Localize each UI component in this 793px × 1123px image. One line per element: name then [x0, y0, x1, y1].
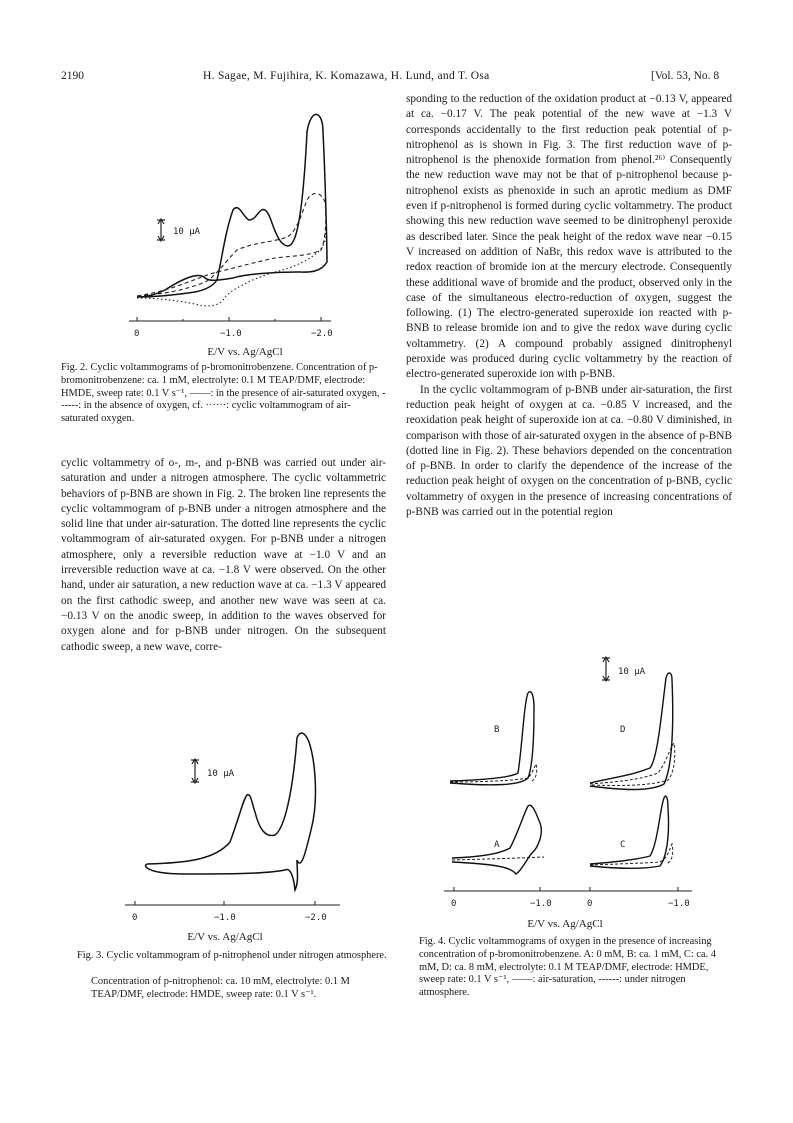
figure-2-curve-dashed [137, 193, 326, 296]
figure-3-tick-0: 0 [132, 913, 138, 923]
page-number: 2190 [61, 70, 84, 82]
figure-4-panel-b-solid [450, 692, 534, 785]
right-paragraph-2: In the cyclic voltammogram of p-BNB under air-saturation, the first reduction peak height of oxygen at ca. −0.85 V increased, and the reoxidation peak height of superoxide ion at ca. −0.80 V diminished, in comparison with those of air-saturated oxygen in the absence of p-BNB (dotted line in Fig. 2). These behaviors depended on the concentration of p-BNB. In order to clarify the dependence of the increase of the reduction peak height of oxygen on the concentration of p-BNB, cyclic voltammetry of oxygen in the presence of increasing concentrations of p-BNB was carried out in the potential region [406, 383, 732, 519]
figure-3-plot [125, 730, 365, 930]
figure-2-x-axis [129, 317, 331, 321]
volume-info: [Vol. 53, No. 8 [651, 70, 720, 82]
figure-4-x-axis [444, 887, 692, 891]
figure-3-scale-bar [191, 759, 199, 783]
figure-2-curve-solid [137, 114, 327, 297]
figure-4-scale-label: 10 μA [618, 667, 646, 677]
figure-2-scale-label: 10 μA [173, 227, 201, 237]
figure-4-tick-2: 0 [587, 899, 593, 909]
figure-4-panel-a-label: A [494, 840, 500, 850]
right-paragraph-1: sponding to the reduction of the oxidation product at −0.13 V, appeared at ca. −0.17 V. The peak potential of the new wave at −1.3 V corresponds accidentally to the first reduction peak potential of p-nitrophenol as is shown in Fig. 3. The first reduction wave of p-nitrophenol is the phenoxide formation from phenol.²⁶⁾ Consequently the new reduction wave may not be that of p-nitrophenol because p-nitrophenol exists as phenoxide in such an aprotic medium as DMF even if p-nitrophenol is formed during cyclic voltammetry. The product showing this new reduction wave seemed to be dinitrophenyl peroxide as described later. Since the peak height of the redox wave near −0.15 V increased on addition of NaBr, this redox wave is attributed to the redox reaction of bromide ion at the mercury electrode. Consequently these additional wave of bromide and the product, observed only in the case of the simultaneous electro-reduction of oxygen, suggest the following. (1) The electro-generated superoxide ion reacted with p-BNB to release bromide ion and to give the redox wave during cyclic voltammetry. (2) A compound probably assigned dinitrophenyl peroxide was produced during cyclic voltammetry by the reaction of electro-generated superoxide ion with p-BNB. [406, 93, 732, 381]
figure-4-tick-0: 0 [451, 899, 457, 909]
figure-2-tick-1: −1.0 [220, 329, 242, 339]
figure-4-axis-label: E/V vs. Ag/AgCl [527, 918, 603, 930]
figure-4-scale-bar [602, 657, 610, 681]
figure-3-tick-1: −1.0 [214, 913, 236, 923]
figure-4-tick-3: −1.0 [668, 899, 690, 909]
figure-2-axis-label: E/V vs. Ag/AgCl [207, 346, 283, 358]
left-paragraph: cyclic voltammetry of o-, m-, and p-BNB was carried out under air-saturation and under a nitrogen atmosphere. The cyclic voltammetric behaviors of p-BNB are shown in Fig. 2. The broken line represents the cyclic voltammogram of p-BNB under a nitrogen atmosphere and the solid line that under air-saturation. The dotted line represents the cyclic voltammogram of air-saturated oxygen. For p-BNB under a nitrogen atmosphere, only a reversible reduction wave at −1.0 V and an irreversible reduction wave at ca. −1.8 V were observed. On the other hand, under air saturation, a new reduction wave at ca. −1.3 V appeared on the first cathodic sweep, and another new wave was seen at ca. −0.13 V on the anodic sweep, in addition to the waves observed for oxygen alone and for p-BNB under nitrogen. On the subsequent cathodic sweep, a new wave, corre- [61, 457, 386, 653]
figure-2-caption: Fig. 2. Cyclic voltammograms of p-bromonitrobenzene. Concentration of p-bromonitrobenzene: ca. 1 mM, electrolyte: 0.1 M TEAP/DMF, electrode: HMDE, sweep rate: 0.1 V s⁻¹, ——: in the presence of air-saturated oxygen, ------: in the absence of oxygen, cf. ······: cyclic voltammogram of air-saturated oxygen. [61, 362, 386, 425]
figure-4-tick-1: −1.0 [530, 899, 552, 909]
figure-4-panel-c-solid [590, 796, 669, 868]
figure-4-panel-b-dashed [450, 764, 537, 782]
figure-2-scale-bar [157, 219, 165, 241]
figure-4-caption: Fig. 4. Cyclic voltammograms of oxygen in the presence of increasing concentration of p-bromonitrobenzene. A: 0 mM, B: ca. 1 mM, C: ca. 4 mM, D: ca. 8 mM, electrolyte: 0.1 M TEAP/DMF, electrode: HMDE, sweep rate: 0.1 V s⁻¹, ——: air-saturation, ------: under nitrogen atmosphere. [419, 936, 716, 999]
left-column-text [61, 456, 386, 655]
figure-4-panel-d-solid [590, 673, 673, 790]
figure-3-curve [146, 733, 316, 890]
figure-4-panel-b-label: B [494, 725, 500, 735]
right-column-text [406, 92, 732, 520]
figure-2-tick-0: 0 [134, 329, 140, 339]
figure-3-axis-label: E/V vs. Ag/AgCl [187, 931, 263, 943]
figure-2-tick-2: −2.0 [311, 329, 333, 339]
figure-3-caption-title: Fig. 3. Cyclic voltammogram of p-nitrophenol under nitrogen atmosphere. [77, 950, 387, 961]
figure-3-tick-2: −2.0 [305, 913, 327, 923]
figure-2-plot [125, 92, 365, 362]
figure-4-panel-d-dashed [590, 743, 675, 785]
figure-4-panel-d-label: D [620, 725, 626, 735]
figure-4-plot [440, 648, 730, 918]
figure-3-caption-details: Concentration of p-nitrophenol: ca. 10 mM, electrolyte: 0.1 M TEAP/DMF, electrode: HMDE, sweep rate: 0.1 V s⁻¹. [91, 976, 350, 1000]
figure-3-scale-label: 10 μA [207, 769, 235, 779]
figure-4-panel-c-dashed [590, 844, 673, 865]
figure-4-panel-c-label: C [620, 840, 626, 850]
figure-3-x-axis [125, 901, 340, 905]
running-authors: H. Sagae, M. Fujihira, K. Komazawa, H. Lund, and T. Osa [203, 70, 490, 82]
